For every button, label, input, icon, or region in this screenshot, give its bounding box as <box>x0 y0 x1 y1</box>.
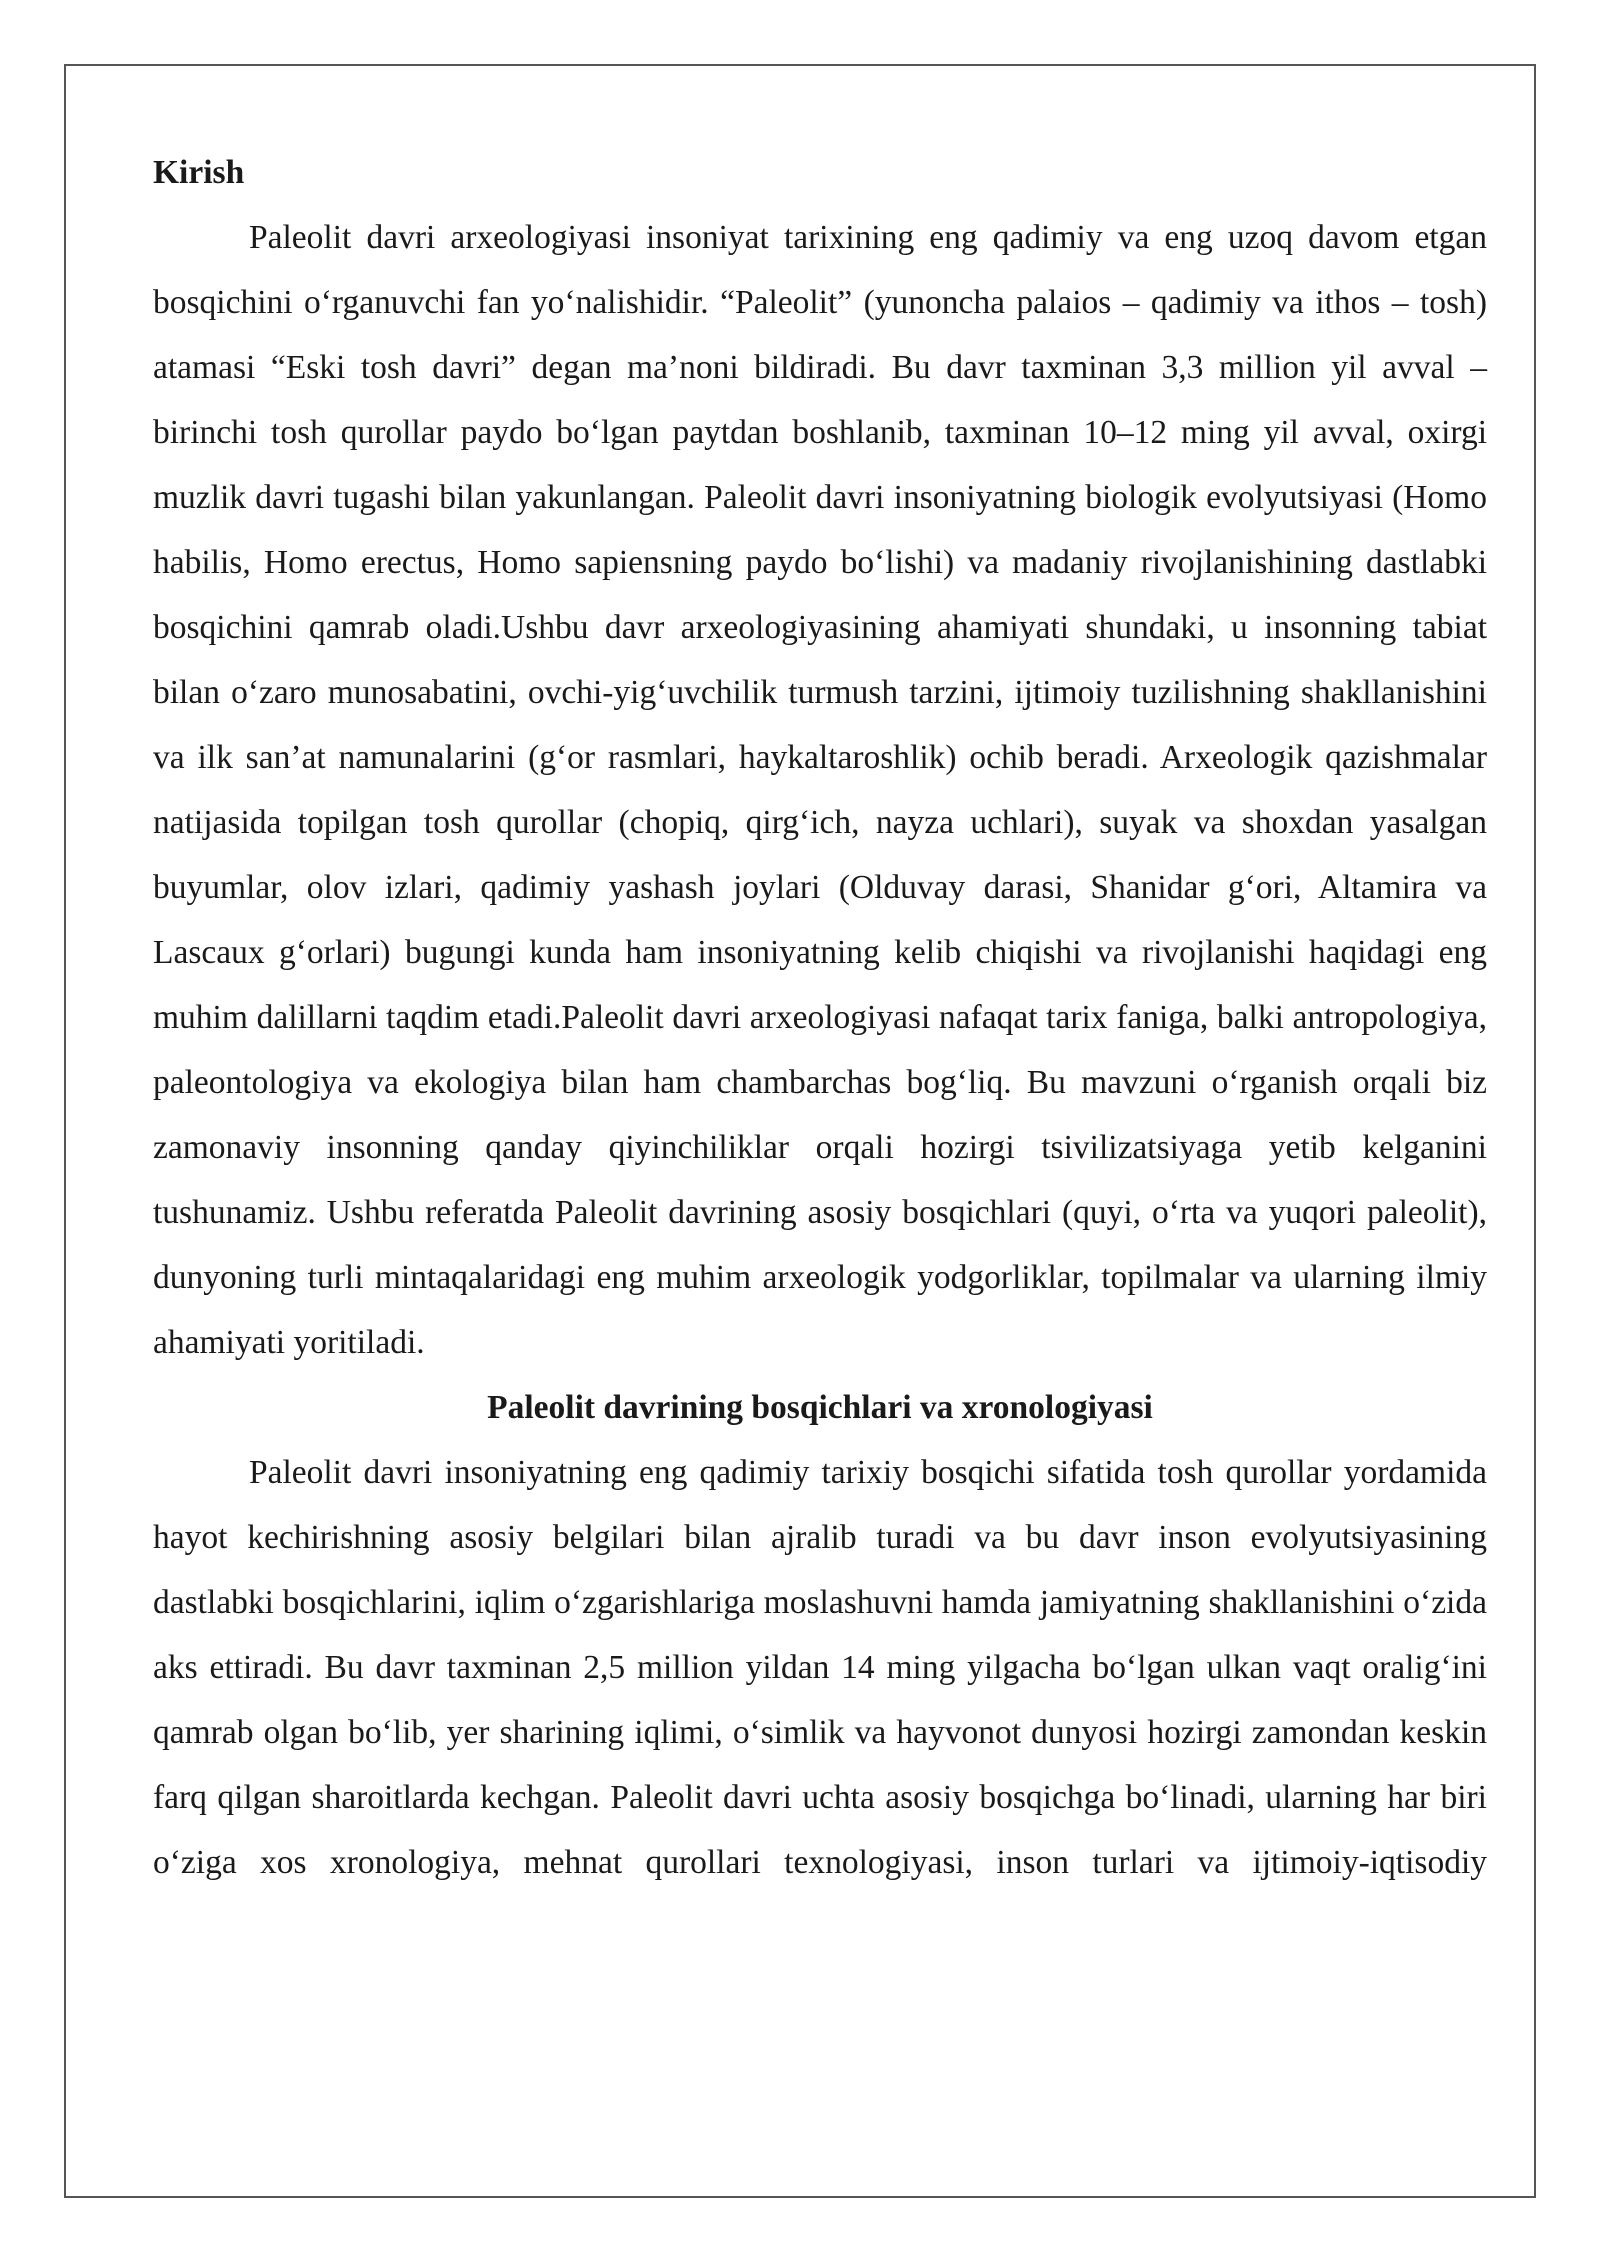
intro-paragraph: Paleolit davri arxeologiyasi insoniyat tarixining eng qadimiy va eng uzoq davom etgan bosqichini o‘rganuvchi fan yo‘nalishidir. “Paleolit” (yunoncha palaios – qadimiy va ithos – tosh) atamasi “Eski tosh davri” degan ma’noni bildiradi. Bu davr taxminan 3,3 million yil avval – birinchi tosh qurollar paydo bo‘lgan paytdan boshlanib, taxminan 10–12 ming yil avval, oxirgi muzlik davri tugashi bilan yakunlangan. Paleolit davri insoniyatning biologik evolyutsiyasi (Homo habilis, Homo erectus, Homo sapiensning paydo bo‘lishi) va madaniy rivojlanishining dastlabki bosqichini qamrab oladi.Ushbu davr arxeologiyasining ahamiyati shundaki, u insonning tabiat bilan o‘zaro munosabatini, ovchi-yig‘uvchilik turmush tarzini, ijtimoiy tuzilishning shakllanishini va ilk san’at namunalarini (g‘or rasmlari, haykaltaroshlik) ochib beradi. Arxeologik qazishmalar natijasida topilgan tosh qurollar (chopiq, qirg‘ich, nayza uchlari), suyak va shoxdan yasalgan buyumlar, olov izlari, qadimiy yashash joylari (Olduvay darasi, Shanidar g‘ori, Altamira va Lascaux g‘orlari) bugungi kunda ham insoniyatning kelib chiqishi va rivojlanishi haqidagi eng muhim dalillarni taqdim etadi.Paleolit davri arxeologiyasi nafaqat tarix faniga, balki antropologiya, paleontologiya va ekologiya bilan ham chambarchas bog‘liq. Bu mavzuni o‘rganish orqali biz zamonaviy insonning qanday qiyinchiliklar orqali hozirgi tsivilizatsiyaga yetib kelganini tushunamiz. Ushbu referatda Paleolit davrining asosiy bosqichlari (quyi, o‘rta va yuqori paleolit), dunyoning turli mintaqalaridagi eng muhim arxeologik yodgorliklar, topilmalar va ularning ilmiy ahamiyati yoritiladi. <box>153 219 1487 1361</box>
stages-paragraph: Paleolit davri insoniyatning eng qadimiy tarixiy bosqichi sifatida tosh qurollar yordamida hayot kechirishning asosiy belgilari bilan ajralib turadi va bu davr inson evolyutsiyasining dastlabki bosqichlarini, iqlim o‘zgarishlariga moslashuvni hamda jamiyatning shakllanishini o‘zida aks ettiradi. Bu davr taxminan 2,5 million yildan 14 ming yilgacha bo‘lgan ulkan vaqt oralig‘ini qamrab olgan bo‘lib, yer sharining iqlimi, o‘simlik va hayvonot dunyosi hozirgi zamondan keskin farq qilgan sharoitlarda kechgan. Paleolit davri uchta asosiy bosqichga bo‘linadi, ularning har biri o‘ziga xos xronologiya, mehnat qurollari texnologiyasi, inson turlari va ijtimoiy-iqtisodiy <box>153 1454 1487 1881</box>
section-heading-kirish: Kirish <box>153 154 245 191</box>
document-body <box>153 140 1487 1895</box>
section-heading-stages: Paleolit davrining bosqichlari va xronologiyasi <box>487 1389 1153 1426</box>
